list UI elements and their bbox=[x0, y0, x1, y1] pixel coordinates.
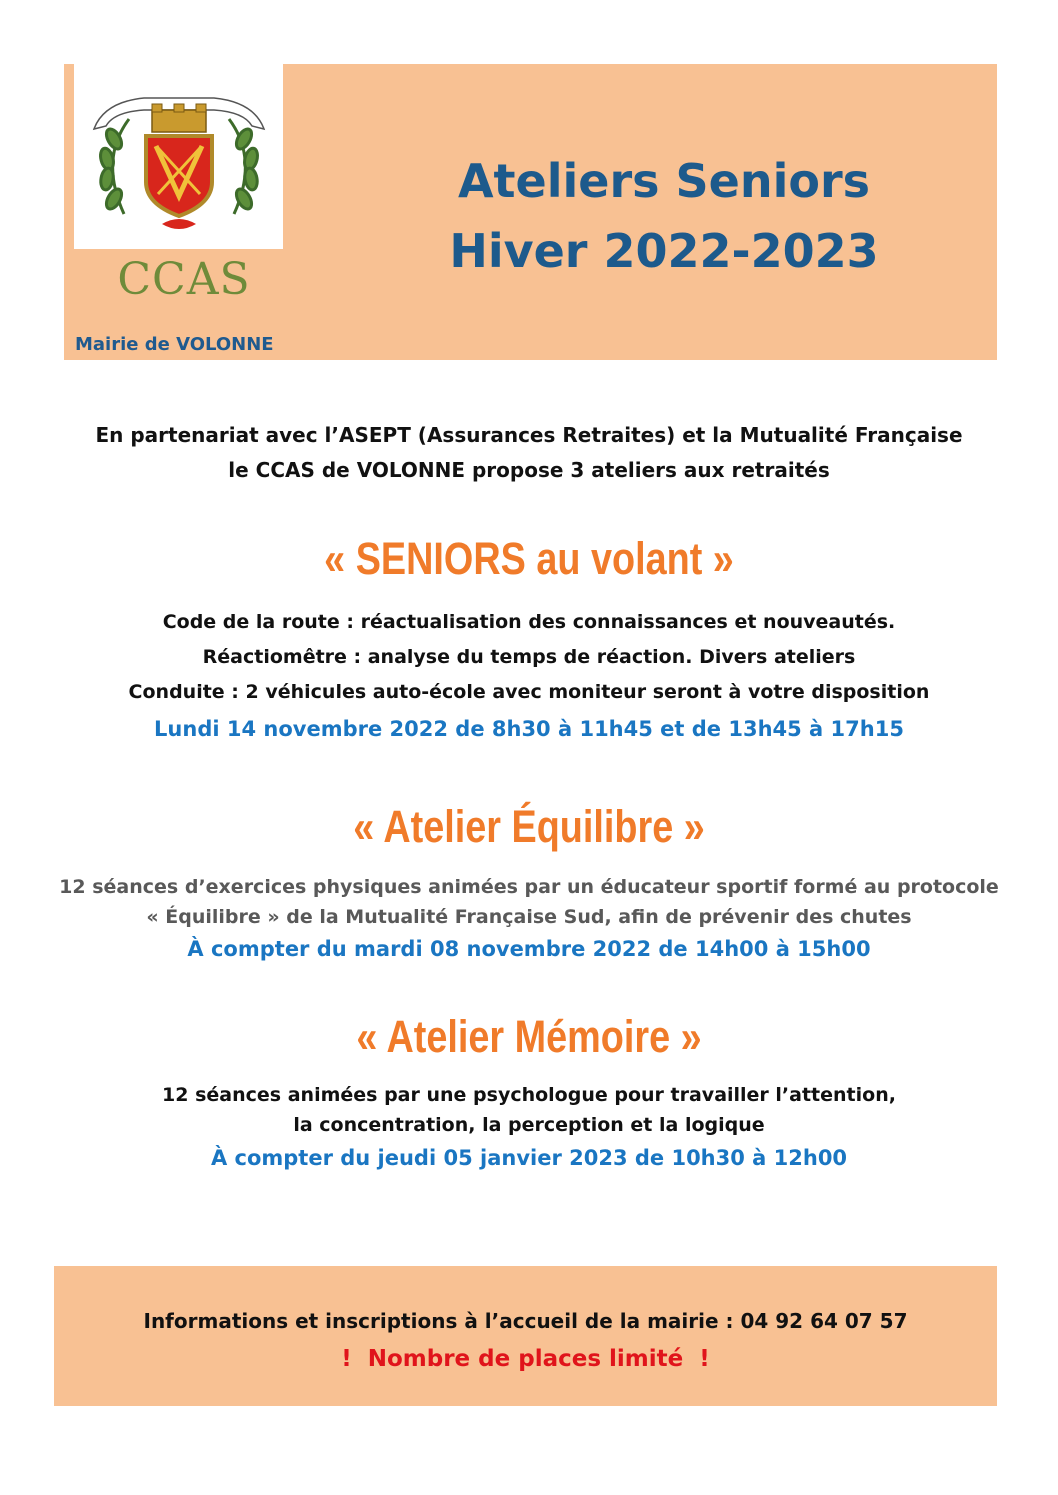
intro-paragraph bbox=[0, 418, 1058, 488]
limited-places-warning: ! Nombre de places limité ! bbox=[341, 1346, 710, 1372]
intro-line-2: le CCAS de VOLONNE propose 3 ateliers aux retraités bbox=[228, 458, 830, 482]
intro-line-1: En partenariat avec l’ASEPT (Assurances Retraites) et la Mutualité Française bbox=[95, 423, 963, 447]
workshop-title-atelier-memoire: « Atelier Mémoire » bbox=[356, 1011, 702, 1062]
page-title bbox=[364, 146, 964, 286]
header-band bbox=[64, 64, 997, 360]
ccas-logo-text: CCAS bbox=[117, 254, 251, 305]
workshop-3-line-1: 12 séances animées par une psychologue pour travailler l’attention, bbox=[162, 1084, 896, 1106]
workshop-2-line-1: 12 séances d’exercices physiques animées par un éducateur sportif formé au protocole bbox=[59, 876, 999, 898]
mairie-label: Mairie de VOLONNE bbox=[75, 334, 274, 355]
workshop-3-date: À compter du jeudi 05 janvier 2023 de 10h30 à 12h00 bbox=[210, 1146, 848, 1170]
coat-of-arms-icon bbox=[74, 64, 283, 249]
workshop-title-atelier-equilibre: « Atelier Équilibre » bbox=[353, 801, 705, 852]
title-line-1: Ateliers Seniors bbox=[457, 154, 871, 208]
workshop-1-line-2: Réactiomêtre : analyse du temps de réaction. Divers ateliers bbox=[202, 646, 856, 668]
workshop-1-line-3: Conduite : 2 véhicules auto-école avec moniteur seront à votre disposition bbox=[128, 681, 930, 703]
workshop-2-date: À compter du mardi 08 novembre 2022 de 14h00 à 15h00 bbox=[187, 937, 871, 961]
title-line-2: Hiver 2022-2023 bbox=[449, 224, 879, 278]
workshop-1-line-1: Code de la route : réactualisation des connaissances et nouveautés. bbox=[162, 611, 896, 633]
workshop-title-seniors-au-volant: « SENIORS au volant » bbox=[324, 533, 734, 584]
registration-info: Informations et inscriptions à l’accueil de la mairie : 04 92 64 07 57 bbox=[143, 1309, 908, 1333]
footer-band bbox=[54, 1266, 997, 1406]
workshop-1-date: Lundi 14 novembre 2022 de 8h30 à 11h45 et de 13h45 à 17h15 bbox=[154, 717, 904, 741]
workshop-2-line-2: « Équilibre » de la Mutualité Française Sud, afin de prévenir des chutes bbox=[146, 906, 912, 928]
coat-of-arms-logo bbox=[74, 64, 283, 249]
workshop-3-line-2: la concentration, la perception et la logique bbox=[293, 1114, 765, 1136]
